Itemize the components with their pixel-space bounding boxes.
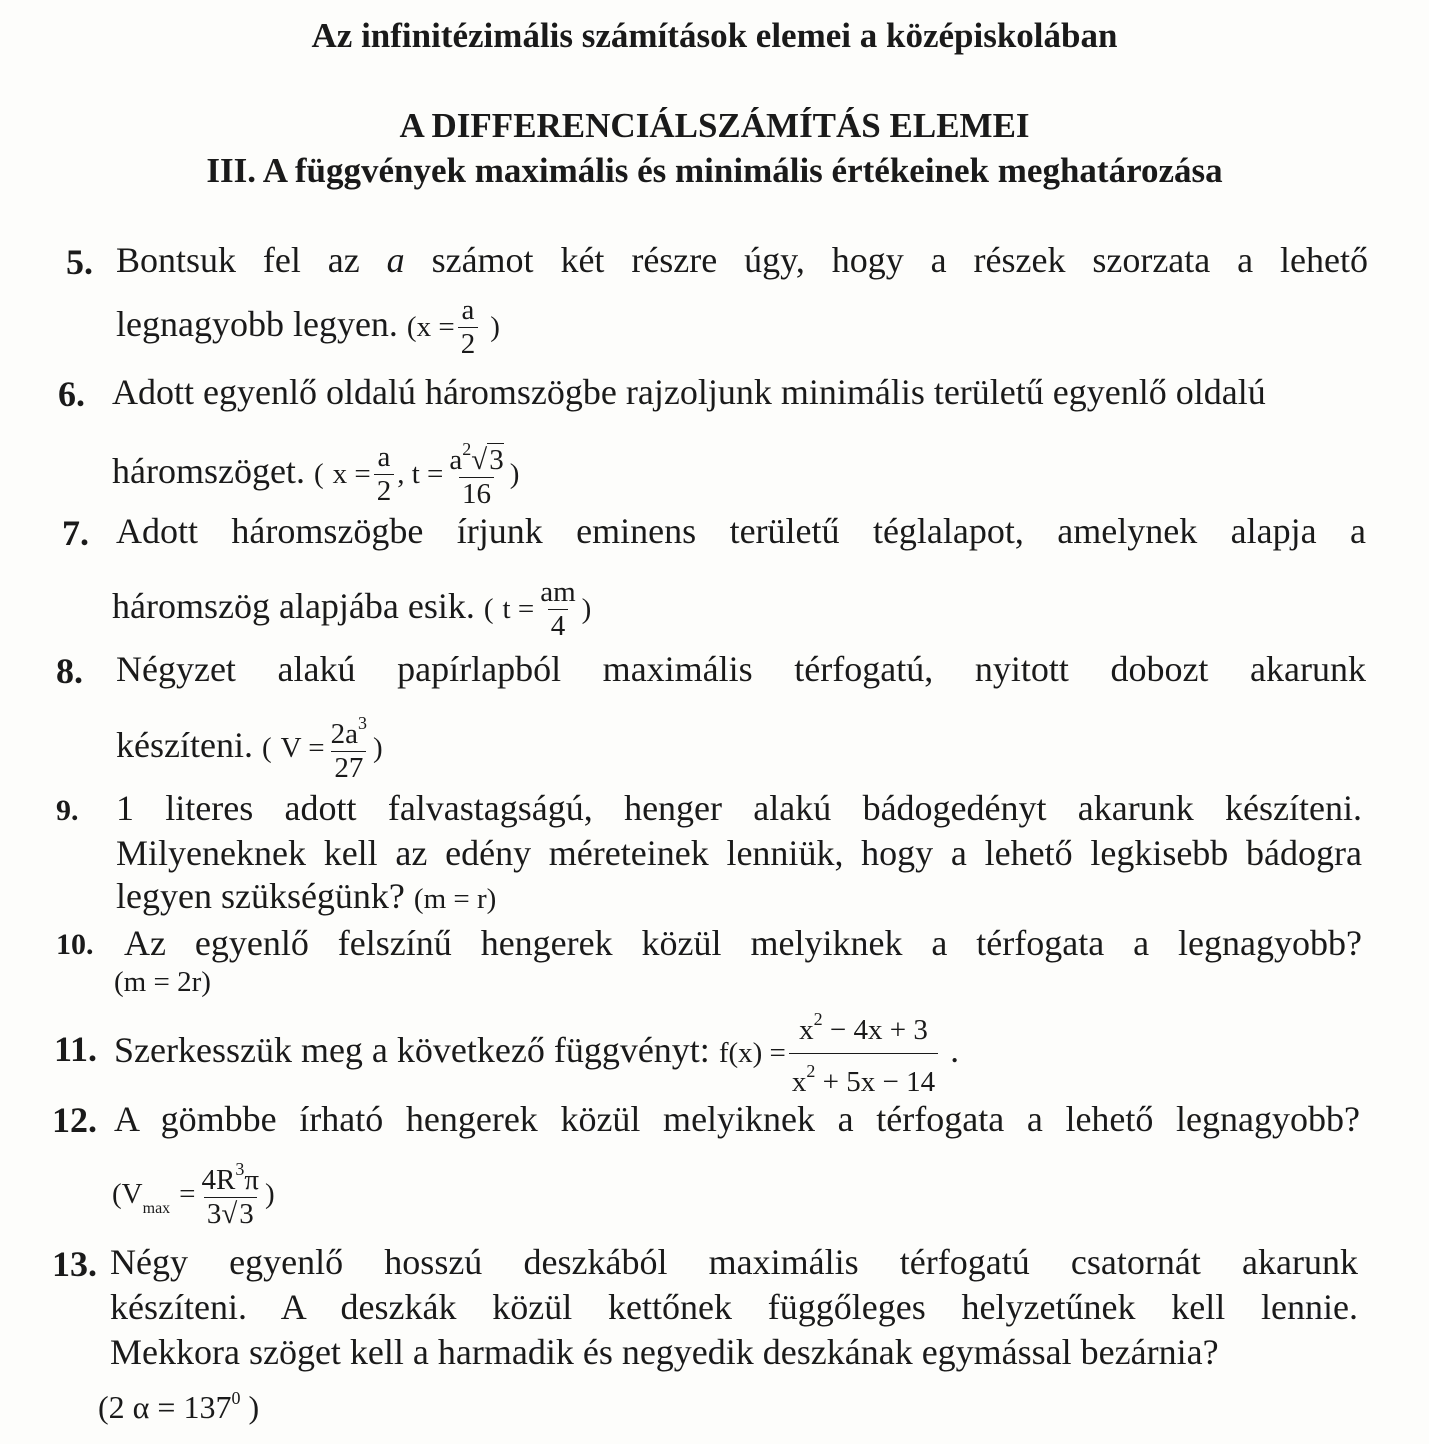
problem-answer-line: legnagyobb legyen. (x = $\frac{a}{2}$ )	[116, 294, 500, 360]
problem-text: A gömbbe írható hengerek közül melyiknek a térfogata a lehető legnagyobb?	[114, 1099, 1360, 1139]
problem-number: 8.	[56, 651, 83, 691]
problem-answer-line: háromszöget. ( x = $\frac{a}{2}$ , t = $\frac{a^2√3}{16}$ )	[112, 439, 520, 510]
answer: (m = r)	[413, 883, 497, 915]
answer-fraction: $\frac{am}{4}$	[540, 576, 576, 642]
variable-a: a	[386, 240, 405, 280]
chapter-title: III. A függvények maximális és minimális értékeinek meghatározása	[206, 151, 1223, 190]
problem-text: Bontsuk fel az a számot két részre úgy, hogy a részek szorzata a lehető	[116, 240, 1369, 280]
answer-fraction: $\frac{a}{2}$	[458, 296, 479, 359]
problem-text: 1 literes adott falvastagságú, henger alakú bádogedényt akarunk készíteni.	[116, 788, 1362, 828]
problem-number: 6.	[58, 374, 85, 414]
problem-answer-line: Szerkesszük meg a következő függvényt: f(x) = $\frac{x^2 - 4x + 3}{x^2 + 5x - 14}$ .	[114, 1009, 960, 1099]
course-title: Az infinitézimális számítások elemei a középiskolában	[311, 16, 1118, 55]
section-title: A DIFFERENCIÁLSZÁMÍTÁS ELEMEI	[399, 106, 1030, 145]
problem-text: Az egyenlő felszínű hengerek közül melyiknek a térfogata a legnagyobb?	[124, 923, 1362, 963]
problem-answer-line: legyen szükségünk? (m = r)	[116, 876, 497, 916]
problem-number: 7.	[62, 513, 89, 553]
problem-text: Adott háromszögbe írjunk eminens területű téglalapot, amelynek alapja a	[116, 511, 1366, 551]
answer: (m = 2r)	[114, 966, 211, 998]
answer-fraction: $\frac{2a^3}{27}$	[330, 713, 368, 784]
problem-text: Milyeneknek kell az edény méreteinek lenniük, hogy a lehető legkisebb bádogra	[116, 833, 1362, 873]
problem-number: 5.	[66, 242, 93, 282]
problem-text: Adott egyenlő oldalú háromszögbe rajzoljunk minimális területű egyenlő oldalú	[112, 372, 1266, 412]
problem-text: Négy egyenlő hosszú deszkából maximális térfogatú csatornát akarunk	[110, 1242, 1358, 1282]
problem-text: Négyzet alakú papírlapból maximális térfogatú, nyitott dobozt akarunk	[116, 649, 1366, 689]
problem-text: Mekkora szöget kell a harmadik és negyedik deszkának egymással bezárnia?	[110, 1332, 1219, 1372]
problem-answer-line: háromszög alapjába esik. ( t = $\frac{am}{4}$ )	[112, 576, 592, 642]
problem-answer-line: készíteni. ( V = $\frac{2a^3}{27}$ )	[116, 713, 383, 784]
answer-fraction: $\frac{4R^3\pi}{3√3}$	[201, 1159, 260, 1230]
answer-fraction: $\frac{x^2 - 4x + 3}{x^2 + 5x - 14}$	[789, 1010, 938, 1097]
problem-number: 9.	[56, 794, 79, 827]
answer-fraction: $\frac{a^2√3}{16}$	[449, 439, 504, 510]
answer: (2 $\alpha = 137^0$ )	[98, 1388, 260, 1425]
problem-number: 13.	[52, 1244, 97, 1284]
problem-number: 12.	[52, 1100, 97, 1140]
problem-number: 10.	[56, 928, 94, 961]
problem-number: 11.	[54, 1029, 98, 1069]
problem-answer-line: ($V_{max}$ = $\frac{4R^3\pi}{3√3}$ )	[112, 1159, 275, 1230]
problem-text: készíteni. A deszkák közül kettőnek függőleges helyzetűnek kell lennie.	[110, 1287, 1358, 1327]
